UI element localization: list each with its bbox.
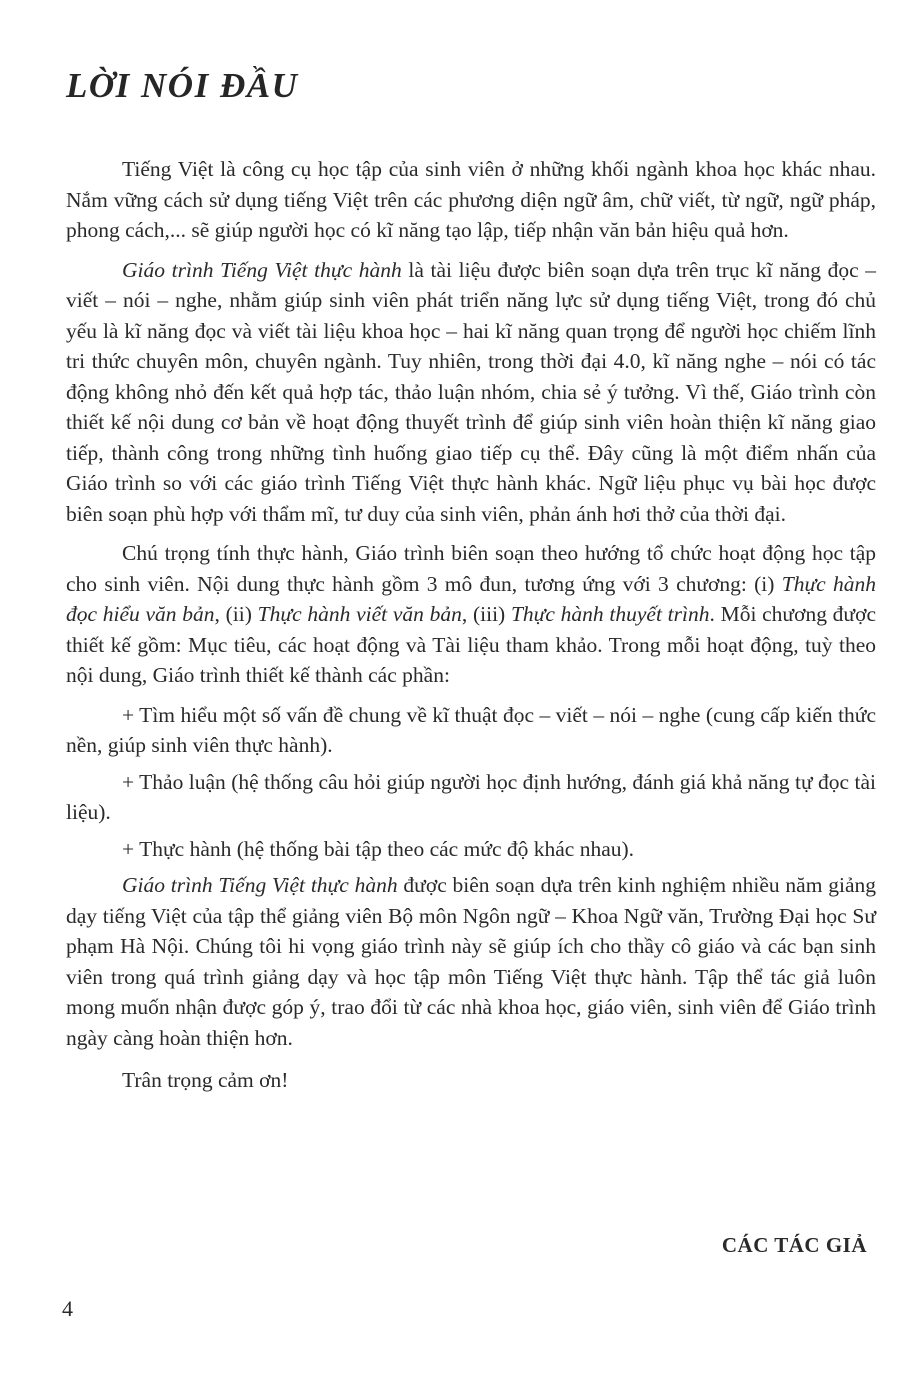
list-item-theory: + Tìm hiểu một số vấn đề chung về kĩ thuật đọc – viết – nói – nghe (cung cấp kiến thức nền, giúp sinh viên thực hành). bbox=[66, 702, 876, 757]
paragraph-authors bbox=[66, 870, 876, 1053]
closing-thanks: Trân trọng cảm ơn! bbox=[122, 1068, 289, 1092]
paragraph-authors-text: được biên soạn dựa trên kinh nghiệm nhiều năm giảng dạy tiếng Việt của tập thể giảng viên Bộ môn Ngôn ngữ – Khoa Ngữ văn, Trường Đại học Sư phạm Hà Nội. Chúng tôi hi vọng giáo trình này sẽ giúp ích cho thầy cô giáo và các bạn sinh viên trong quá trình giảng dạy và học tập môn Tiếng Việt thực hành. Tập thể tác giả luôn mong muốn nhận được góp ý, trao đổi từ các nhà khoa học, giáo viên, sinh viên để Giáo trình ngày càng hoàn thiện hơn. bbox=[66, 873, 876, 1050]
paragraph-intro: Tiếng Việt là công cụ học tập của sinh viên ở những khối ngành khoa học khác nhau. Nắm vững cách sử dụng tiếng Việt trên các phương diện ngữ âm, chữ viết, từ ngữ, ngữ pháp, phong cách,... sẽ giúp người học có kĩ năng tạo lập, tiếp nhận văn bản hiệu quả hơn. bbox=[66, 157, 876, 242]
body-text bbox=[66, 154, 876, 1105]
paragraph-purpose bbox=[66, 255, 876, 530]
structure-text-d: . Mỗi chương được thiết kế gồm: Mục tiêu, các hoạt động và Tài liệu tham khảo. Trong mỗi hoạt động, tuỳ theo nội dung, Giáo trình thiết kế thành các phần: bbox=[66, 602, 876, 687]
page-number: 4 bbox=[62, 1296, 73, 1321]
paragraph-structure bbox=[66, 538, 876, 691]
structure-text-b: , (ii) bbox=[214, 602, 258, 626]
book-title-italic-2: Giáo trình Tiếng Việt thực hành bbox=[122, 873, 398, 897]
book-title-italic: Giáo trình Tiếng Việt thực hành bbox=[122, 257, 402, 282]
signature: CÁC TÁC GIẢ bbox=[721, 1233, 867, 1257]
chapter-2-title: Thực hành viết văn bản bbox=[257, 602, 462, 626]
paragraph-purpose-text: là tài liệu được biên soạn dựa trên trục kĩ năng đọc – viết – nói – nghe, nhằm giúp sinh viên phát triển năng lực sử dụng tiếng Việt, trong đó chủ yếu là kĩ năng đọc và viết tài liệu khoa học – hai kĩ năng quan trọng để người học chiếm lĩnh tri thức chuyên môn, chuyên ngành. Tuy nhiên, trong thời đại 4.0, kĩ năng nghe – nói có tác động không nhỏ đến kết quả hợp tác, thảo luận nhóm, chia sẻ ý tưởng. Vì thế, Giáo trình còn thiết kế nội dung cơ bản về hoạt động thuyết trình để giúp sinh viên hoàn thiện kĩ năng giao tiếp, thành công trong những tình huống giao tiếp cụ thể. Đây cũng là một điểm nhấn của Giáo trình so với các giáo trình Tiếng Việt thực hành khác. Ngữ liệu phục vụ bài học được biên soạn phù hợp với thẩm mĩ, tư duy của sinh viên, phản ánh hơi thở của thời đại. bbox=[66, 257, 877, 526]
list-item-discussion: + Thảo luận (hệ thống câu hỏi giúp người học định hướng, đánh giá khả năng tự đọc tài liệu). bbox=[66, 769, 876, 824]
structure-text-a: Chú trọng tính thực hành, Giáo trình biên soạn theo hướng tổ chức hoạt động học tập cho sinh viên. Nội dung thực hành gồm 3 mô đun, tương ứng với 3 chương: (i) bbox=[66, 541, 876, 596]
chapter-3-title: Thực hành thuyết trình bbox=[510, 602, 710, 626]
list-item-practice: + Thực hành (hệ thống bài tập theo các mức độ khác nhau). bbox=[122, 836, 635, 861]
page-title: LỜI NÓI ĐẦU bbox=[66, 66, 299, 105]
structure-text-c: , (iii) bbox=[461, 602, 511, 626]
chapter-1-title: Thực hành đọc hiểu văn bản bbox=[66, 571, 876, 626]
